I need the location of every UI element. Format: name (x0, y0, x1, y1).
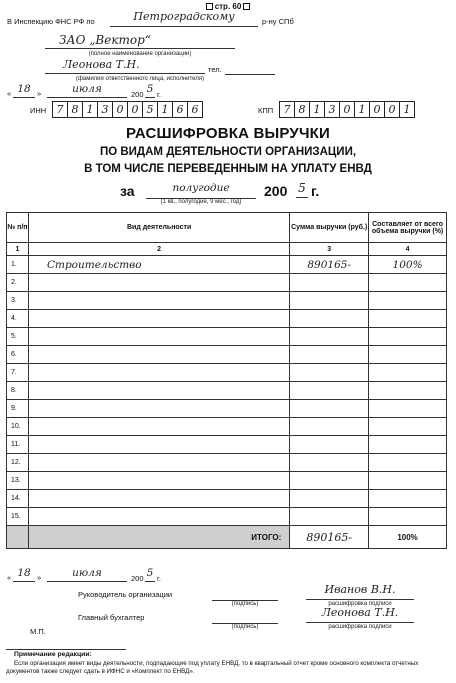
table-row (7, 328, 447, 346)
inn-digit-box: 8 (67, 101, 83, 118)
organization-name: ЗАО „Вектор“ (45, 33, 235, 49)
row-share (369, 400, 447, 418)
responsible-name: Леонова Т.Н. (45, 58, 205, 74)
row-sum (290, 382, 369, 400)
accountant-name: Леонова Т.Н. (306, 606, 414, 623)
row-number: 15. (7, 508, 29, 526)
period-prefix: за (120, 183, 135, 199)
top-date-day: 18 (13, 83, 35, 98)
inn-label: ИНН (30, 106, 47, 115)
table-row (7, 454, 447, 472)
row-activity (28, 418, 289, 436)
row-sum (290, 292, 369, 310)
top-date (7, 83, 237, 99)
head-name: Иванов В.Н. (306, 583, 414, 600)
inspection-prefix: В Инспекцию ФНС РФ по (7, 17, 95, 26)
row-sum (290, 328, 369, 346)
row-sum (290, 454, 369, 472)
inn-digit-box: 6 (187, 101, 203, 118)
table-row (7, 418, 447, 436)
row-number: 5. (7, 328, 29, 346)
col-num-4: 4 (369, 243, 447, 256)
kpp-digit-box: 8 (294, 101, 310, 118)
table-row (7, 382, 447, 400)
inn-digit-box: 1 (157, 101, 173, 118)
row-share (369, 274, 447, 292)
top-date-close-quote: » (37, 89, 42, 98)
header-share: Составляет от всего объема выручки (%) (369, 213, 447, 243)
row-share (369, 436, 447, 454)
row-share (369, 508, 447, 526)
note-title: Примечание редакции: (14, 651, 92, 658)
accountant-label: Главный бухгалтер (78, 613, 145, 622)
row-sum (290, 508, 369, 526)
period-value: полугодие (146, 182, 256, 199)
inn-digit-box: 6 (172, 101, 188, 118)
col-num-2: 2 (28, 243, 289, 256)
row-sum (290, 346, 369, 364)
head-label: Руководитель организации (78, 590, 173, 599)
kpp-label: КПП (258, 106, 274, 115)
total-sum: 890165- (290, 526, 369, 549)
row-sum: 890165- (290, 256, 369, 274)
row-number: 7. (7, 364, 29, 382)
row-share (369, 472, 447, 490)
row-activity (28, 508, 289, 526)
kpp-digit-box: 1 (399, 101, 415, 118)
table-row (7, 364, 447, 382)
title-line-1: РАСШИФРОВКА ВЫРУЧКИ (125, 125, 331, 142)
row-share (369, 454, 447, 472)
row-number: 14. (7, 490, 29, 508)
header-activity: Вид деятельности (28, 213, 289, 243)
kpp-boxes (280, 101, 415, 118)
row-share (369, 490, 447, 508)
top-date-year-prefix: 200 (131, 90, 144, 99)
kpp-digit-box: 0 (369, 101, 385, 118)
row-sum (290, 400, 369, 418)
row-number: 6. (7, 346, 29, 364)
bottom-date-day: 18 (13, 567, 35, 582)
row-number: 10. (7, 418, 29, 436)
row-number: 11. (7, 436, 29, 454)
row-sum (290, 274, 369, 292)
table-row (7, 256, 447, 274)
seal-label: М.П. (30, 627, 46, 636)
row-share (369, 292, 447, 310)
col-num-1: 1 (7, 243, 29, 256)
accountant-decoding-caption: расшифровка подписи (328, 624, 392, 630)
row-number: 2. (7, 274, 29, 292)
top-date-month: июля (47, 83, 127, 98)
tel-label: тел. (208, 65, 222, 74)
bottom-date-suffix: г. (157, 574, 161, 583)
total-num-cell (7, 526, 29, 549)
row-sum (290, 436, 369, 454)
row-number: 1. (7, 256, 29, 274)
accountant-signature-caption: (подпись) (231, 624, 259, 630)
row-activity (28, 274, 289, 292)
row-activity (28, 436, 289, 454)
kpp-digit-box: 0 (384, 101, 400, 118)
row-sum (290, 490, 369, 508)
bottom-date-open-quote: « (7, 573, 12, 582)
inn-boxes (53, 101, 203, 118)
title-line-3: В ТОМ ЧИСЛЕ ПЕРЕВЕДЕННЫМ НА УПЛАТУ ЕНВД (84, 163, 372, 175)
row-activity (28, 490, 289, 508)
inspection-district: Петроградскому (110, 10, 258, 27)
bottom-date-close-quote: » (37, 573, 42, 582)
top-date-open-quote: « (7, 89, 12, 98)
responsible-caption: (фамилия ответственного лица, исполнителя) (75, 76, 205, 82)
row-number: 13. (7, 472, 29, 490)
header-num: № п/п (7, 213, 29, 243)
inn-digit-box: 1 (82, 101, 98, 118)
row-number: 12. (7, 454, 29, 472)
row-number: 3. (7, 292, 29, 310)
row-sum (290, 472, 369, 490)
tel-line (225, 73, 275, 75)
head-signature-caption: (подпись) (231, 601, 259, 607)
inn-digit-box: 0 (112, 101, 128, 118)
row-sum (290, 310, 369, 328)
footnote-separator (6, 649, 126, 650)
row-share (369, 328, 447, 346)
bottom-date-year-prefix: 200 (131, 574, 144, 583)
organization-caption: (полное наименование организации) (88, 51, 192, 57)
bottom-date (7, 567, 237, 583)
revenue-table (6, 212, 447, 549)
row-activity (28, 382, 289, 400)
note-text: Если организация имеет виды деятельности, подпадающие под уплату ЕНВД, то в квартальный отчет кроме основного комплекта отчетных документов также следует сдать в ИФНС и «Комплект по ЕНВД». (6, 660, 419, 675)
row-activity: Строительство (28, 256, 289, 274)
table-row (7, 472, 447, 490)
table-row (7, 436, 447, 454)
top-date-suffix: г. (157, 90, 161, 99)
inn-digit-box: 0 (127, 101, 143, 118)
inn-digit-box: 5 (142, 101, 158, 118)
kpp-digit-box: 0 (339, 101, 355, 118)
period-caption: (1 кв., полугодие, 9 мес., год) (160, 199, 242, 205)
kpp-digit-box: 1 (354, 101, 370, 118)
table-row (7, 400, 447, 418)
kpp-digit-box: 3 (324, 101, 340, 118)
table-header-row (7, 213, 447, 243)
col-num-3: 3 (290, 243, 369, 256)
kpp-digit-box: 7 (279, 101, 295, 118)
inn-digit-box: 3 (97, 101, 113, 118)
inn-digit-box: 7 (52, 101, 68, 118)
row-sum (290, 364, 369, 382)
top-date-year-digit: 5 (145, 83, 155, 98)
table-row (7, 310, 447, 328)
bottom-date-month: июля (47, 567, 127, 582)
table-row (7, 346, 447, 364)
row-share (369, 418, 447, 436)
row-activity (28, 346, 289, 364)
total-label: ИТОГО: (28, 526, 289, 549)
row-activity (28, 364, 289, 382)
period-suffix: г. (311, 183, 320, 199)
row-activity (28, 472, 289, 490)
row-activity (28, 454, 289, 472)
table-row (7, 274, 447, 292)
row-share (369, 310, 447, 328)
row-share (369, 346, 447, 364)
table-row (7, 292, 447, 310)
row-share: 100% (369, 256, 447, 274)
row-share (369, 364, 447, 382)
row-share (369, 382, 447, 400)
total-share: 100% (369, 526, 447, 549)
row-activity (28, 310, 289, 328)
header-sum: Сумма выручки (руб.) (290, 213, 369, 243)
row-sum (290, 418, 369, 436)
kpp-digit-box: 1 (309, 101, 325, 118)
row-number: 4. (7, 310, 29, 328)
table-row (7, 508, 447, 526)
row-activity (28, 400, 289, 418)
total-row (7, 526, 447, 549)
row-activity (28, 328, 289, 346)
period-year-prefix: 200 (264, 183, 288, 199)
row-number: 9. (7, 400, 29, 418)
period-year-digit: 5 (296, 181, 308, 198)
page-marker-text: стр. 60 (214, 2, 242, 11)
row-number: 8. (7, 382, 29, 400)
column-number-row (7, 243, 447, 256)
title-line-2: ПО ВИДАМ ДЕЯТЕЛЬНОСТИ ОРГАНИЗАЦИИ, (99, 146, 357, 158)
table-row (7, 490, 447, 508)
head-decoding-caption: расшифровка подписи (328, 601, 392, 607)
inspection-suffix: р-ну СПб (262, 17, 294, 26)
bottom-date-year-digit: 5 (145, 567, 155, 582)
row-activity (28, 292, 289, 310)
